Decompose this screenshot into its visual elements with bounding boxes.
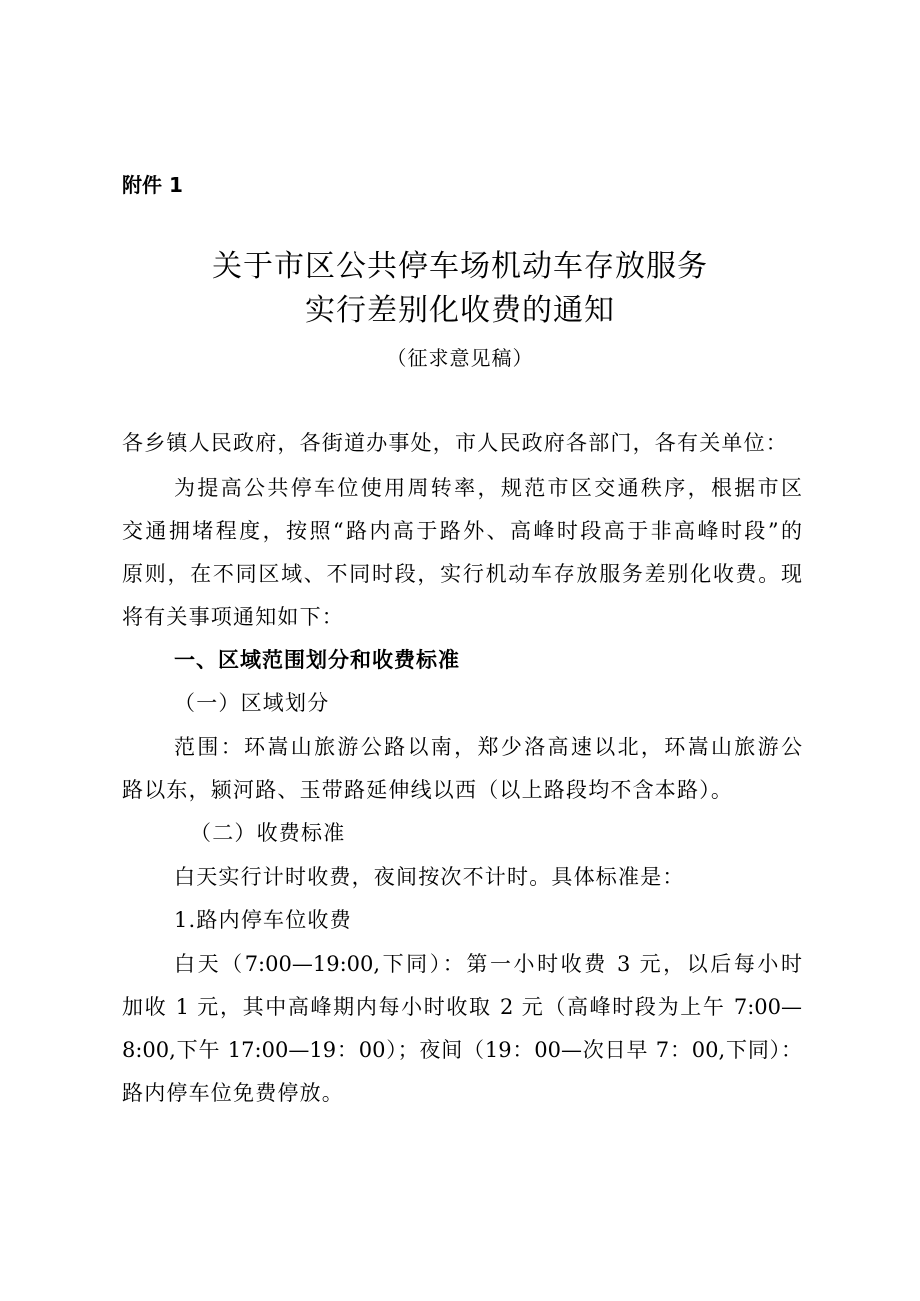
body-paragraph-line: 路以东，颍河路、玉带路延伸线以西（以上路段均不含本路）。 — [122, 778, 734, 802]
body-paragraph-line: 白天（7:00—19:00,下同）：第一小时收费 3 元，以后每小时 — [174, 952, 802, 976]
attachment-label: 附件 1 — [122, 173, 183, 197]
document-title-line-1: 关于市区公共停车场机动车存放服务 — [212, 249, 708, 284]
document-subtitle: （征求意见稿） — [386, 346, 534, 370]
body-paragraph-line: 交通拥堵程度，按照“路内高于路外、高峰时段高于非高峰时段”的 — [122, 519, 802, 543]
section-heading: 一、区域范围划分和收费标准 — [174, 648, 460, 672]
body-paragraph-line: 为提高公共停车位使用周转率，规范市区交通秩序，根据市区 — [174, 476, 802, 500]
subsection-heading: （二）收费标准 — [190, 821, 346, 845]
addressee-line: 各乡镇人民政府，各街道办事处，市人民政府各部门，各有关单位： — [122, 431, 788, 455]
body-paragraph-line: 范围：环嵩山旅游公路以南，郑少洛高速以北，环嵩山旅游公 — [174, 735, 802, 759]
body-paragraph-line: 将有关事项通知如下： — [122, 605, 344, 629]
document-title-line-2: 实行差别化收费的通知 — [305, 293, 615, 328]
body-paragraph-line: 白天实行计时收费，夜间按次不计时。具体标准是： — [174, 865, 685, 889]
body-paragraph-line: 加收 1 元，其中高峰期内每小时收取 2 元（高峰时段为上午 7:00— — [122, 995, 802, 1019]
body-paragraph-line: 原则，在不同区域、不同时段，实行机动车存放服务差别化收费。现 — [122, 562, 802, 586]
subsection-heading: （一）区域划分 — [174, 691, 330, 715]
body-paragraph-line: 8:00,下午 17:00—19：00）；夜间（19：00—次日早 7：00,下同）： — [122, 1038, 802, 1062]
body-paragraph-line: 路内停车位免费停放。 — [122, 1081, 344, 1105]
item-heading: 1.路内停车位收费 — [174, 908, 352, 932]
